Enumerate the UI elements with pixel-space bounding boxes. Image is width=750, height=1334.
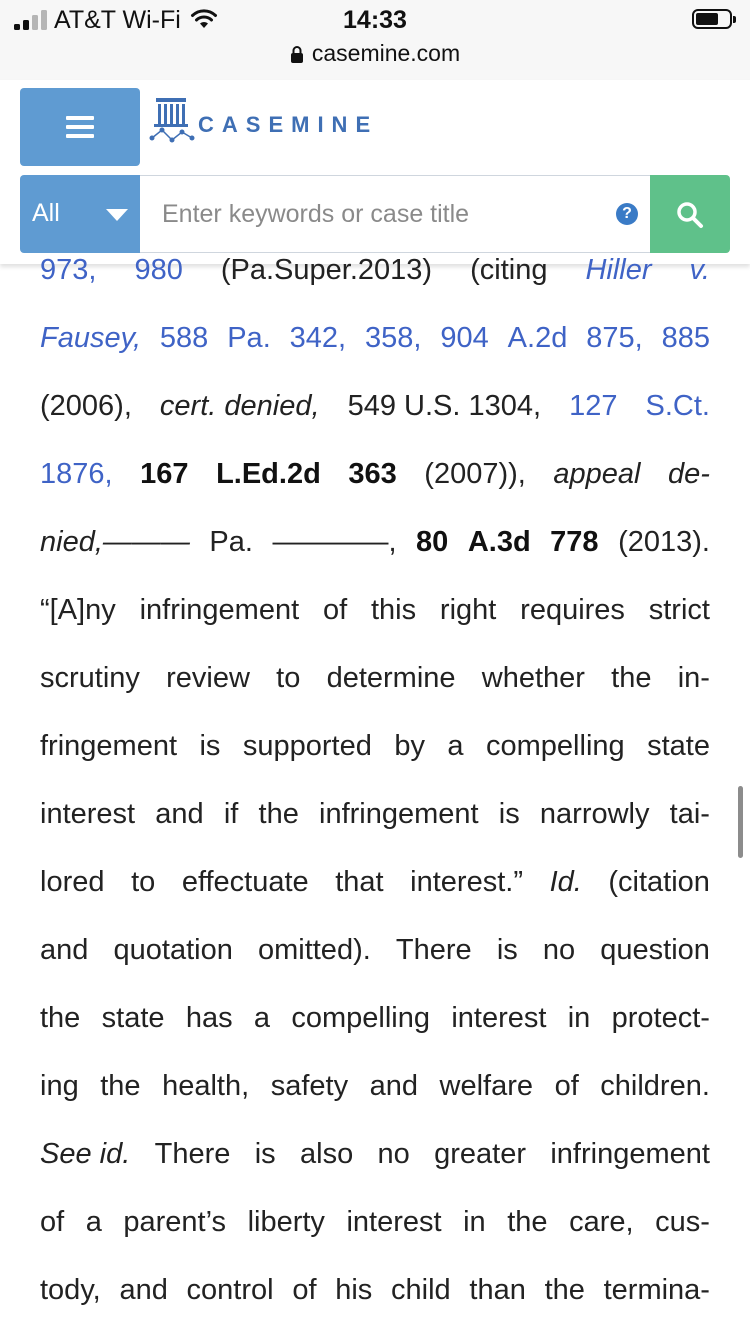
logo-wordmark: CASEMINE xyxy=(198,112,379,137)
help-icon[interactable]: ? xyxy=(616,203,638,225)
text-word: in- xyxy=(677,662,710,694)
text-word: strict xyxy=(648,594,710,626)
text-word: that xyxy=(335,866,384,898)
text-word: this xyxy=(370,594,417,626)
text-word: compelling xyxy=(291,1002,430,1034)
text-word: control xyxy=(186,1274,274,1306)
chevron-down-icon xyxy=(106,209,128,221)
text-word: 778 xyxy=(550,526,599,558)
text-line xyxy=(40,712,710,780)
hamburger-icon xyxy=(66,116,94,138)
text-word: 167 xyxy=(140,458,189,490)
address-bar[interactable] xyxy=(0,40,750,67)
carrier-label: AT&T Wi-Fi xyxy=(54,6,181,34)
citation-link[interactable]: 127 xyxy=(569,390,618,422)
text-word: care, xyxy=(569,1206,634,1238)
text-line xyxy=(40,372,710,440)
citation-link[interactable]: S.Ct. xyxy=(645,390,710,422)
text-word: appeal xyxy=(553,458,641,490)
text-word: 363 xyxy=(348,458,397,490)
clock: 14:33 xyxy=(343,6,407,34)
citation-link[interactable]: 588 xyxy=(159,322,209,354)
text-line xyxy=(40,1256,710,1324)
text-word: lored xyxy=(40,866,105,898)
text-word: interest xyxy=(451,1002,547,1034)
citation-link[interactable]: 1876, xyxy=(40,458,113,490)
text-line xyxy=(40,984,710,1052)
text-word: interest.” xyxy=(410,866,523,898)
text-word: of xyxy=(292,1274,317,1306)
text-word: no xyxy=(377,1138,410,1170)
text-word: children. xyxy=(600,1070,710,1102)
text-word: health, xyxy=(162,1070,250,1102)
text-word: compelling xyxy=(486,730,625,762)
text-word: fringement xyxy=(40,730,178,762)
text-word: supported xyxy=(242,730,372,762)
text-word: infringement xyxy=(139,594,300,626)
text-word: (2013). xyxy=(618,526,710,558)
text-word: a xyxy=(447,730,464,762)
text-word: de- xyxy=(668,458,710,490)
text-word: tody, xyxy=(40,1274,101,1306)
text-line xyxy=(40,916,710,984)
text-word: welfare xyxy=(439,1070,534,1102)
citation-link[interactable]: Fausey, xyxy=(40,322,142,354)
text-word: cus- xyxy=(655,1206,710,1238)
text-line xyxy=(40,576,710,644)
text-word: interest xyxy=(346,1206,442,1238)
text-line xyxy=(40,304,710,372)
text-word: and xyxy=(119,1274,168,1306)
text-word: of xyxy=(40,1206,65,1238)
text-word: nied,——— xyxy=(40,526,190,558)
text-word: (citation xyxy=(608,866,710,898)
text-word: the xyxy=(507,1206,548,1238)
text-word: and xyxy=(40,934,89,966)
text-word: narrowly xyxy=(539,798,650,830)
text-word: greater xyxy=(434,1138,527,1170)
text-line xyxy=(40,644,710,712)
text-word: “[A]ny xyxy=(40,594,116,626)
filter-label: All xyxy=(32,199,60,227)
scrollbar[interactable] xyxy=(738,786,743,858)
text-word: A.3d xyxy=(467,526,531,558)
text-line xyxy=(40,848,710,916)
text-word: (Pa.Super.2013) xyxy=(220,254,433,286)
text-word: infringement xyxy=(550,1138,710,1170)
text-word: infringement xyxy=(319,798,479,830)
pillar-logo-icon xyxy=(148,94,196,148)
text-word: safety xyxy=(270,1070,349,1102)
text-word: review xyxy=(166,662,250,694)
text-word: interest xyxy=(40,798,136,830)
citation-link[interactable]: 885 xyxy=(661,322,710,354)
text-word: by xyxy=(394,730,425,762)
text-word: is xyxy=(498,798,520,830)
text-word: ————, xyxy=(272,526,397,558)
text-word: and xyxy=(369,1070,418,1102)
text-word: of xyxy=(322,594,348,626)
text-word: of xyxy=(554,1070,579,1102)
text-word: determine xyxy=(326,662,456,694)
text-word: in xyxy=(463,1206,486,1238)
text-line xyxy=(40,1052,710,1120)
text-word: is xyxy=(199,730,221,762)
text-word: a xyxy=(253,1002,271,1034)
text-word: ing xyxy=(40,1070,79,1102)
text-word: no xyxy=(542,934,576,966)
text-word: a xyxy=(85,1206,102,1238)
text-word: termina- xyxy=(603,1274,710,1306)
case-text xyxy=(40,254,710,1324)
search-icon xyxy=(676,201,704,229)
text-word: the xyxy=(40,1002,81,1034)
text-word: (2006), xyxy=(40,390,132,422)
text-word: parent’s xyxy=(123,1206,227,1238)
text-line xyxy=(40,1188,710,1256)
citation-link[interactable]: 904 xyxy=(440,322,489,354)
citation-link[interactable]: 358, xyxy=(365,322,422,354)
text-word: cert. denied, xyxy=(159,390,320,422)
text-word: L.Ed.2d xyxy=(216,458,321,490)
text-word: than xyxy=(469,1274,526,1306)
text-word: in xyxy=(567,1002,591,1034)
text-word: his xyxy=(335,1274,373,1306)
text-word: is xyxy=(254,1138,276,1170)
text-word: liberty xyxy=(247,1206,325,1238)
text-word: question xyxy=(600,934,710,966)
text-word: to xyxy=(131,866,156,898)
text-word: Pa. xyxy=(209,526,253,558)
text-line xyxy=(40,1120,710,1188)
text-word: (citing xyxy=(470,254,548,286)
text-word: requires xyxy=(520,594,625,626)
battery-icon xyxy=(692,9,732,29)
text-word: state xyxy=(647,730,710,762)
text-word: protect- xyxy=(611,1002,710,1034)
citation-link[interactable]: 342, xyxy=(289,322,347,354)
text-word: right xyxy=(439,594,497,626)
text-line xyxy=(40,440,710,508)
text-word: There xyxy=(154,1138,231,1170)
lock-icon xyxy=(290,45,304,63)
text-word: the xyxy=(100,1070,141,1102)
citation-link[interactable]: A.2d xyxy=(507,322,568,354)
url-text: casemine.com xyxy=(311,40,461,66)
text-word: See id. xyxy=(40,1138,131,1170)
text-line xyxy=(40,508,710,576)
text-word: Id. xyxy=(549,866,582,898)
text-line xyxy=(40,780,710,848)
text-word: 549 U.S. 1304, xyxy=(347,390,542,422)
text-word: scrutiny xyxy=(40,662,140,694)
text-word: the xyxy=(611,662,652,694)
citation-link[interactable]: Pa. xyxy=(227,322,271,354)
text-word: has xyxy=(185,1002,233,1034)
citation-link[interactable]: 973, xyxy=(40,254,97,286)
text-word: is xyxy=(496,934,518,966)
citation-link[interactable]: Hiller xyxy=(585,254,652,286)
text-line xyxy=(40,236,710,304)
text-word: whether xyxy=(481,662,585,694)
status-bar xyxy=(0,0,750,81)
text-word: child xyxy=(391,1274,451,1306)
text-word: to xyxy=(276,662,301,694)
text-word: There xyxy=(395,934,472,966)
text-word: the xyxy=(258,798,299,830)
text-word: (2007)), xyxy=(424,458,526,490)
text-word: the xyxy=(544,1274,585,1306)
text-word: also xyxy=(300,1138,354,1170)
text-word: tai- xyxy=(669,798,710,830)
text-word: state xyxy=(101,1002,165,1034)
citation-link[interactable]: 875, xyxy=(586,322,643,354)
text-word: and xyxy=(155,798,204,830)
citation-link[interactable]: v. xyxy=(689,254,710,286)
text-word: quotation xyxy=(113,934,233,966)
text-word: omitted). xyxy=(257,934,371,966)
text-word: if xyxy=(223,798,239,830)
citation-link[interactable]: 980 xyxy=(134,254,183,286)
menu-button[interactable] xyxy=(20,88,140,166)
text-word: 80 xyxy=(416,526,449,558)
text-word: effectuate xyxy=(181,866,309,898)
